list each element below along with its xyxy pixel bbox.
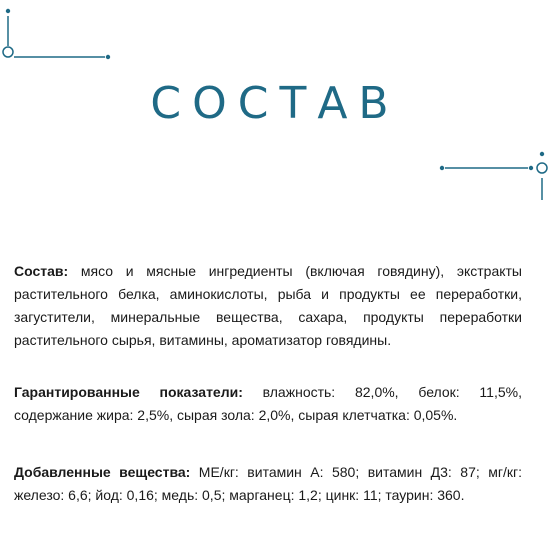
top-left-dot-upper: [6, 9, 10, 13]
additives-label: Добавленные вещества:: [14, 464, 191, 480]
top-left-ring: [3, 47, 13, 57]
bottom-right-dot-inner: [529, 166, 533, 170]
additives-text: МЕ/кг: витамин А: 580; витамин Д3: 87; мг/кг: железо: 6,6; йод: 0,16; медь: 0,5; марганец: 1,2; цинк: 11; таурин: 360.: [14, 464, 522, 503]
additives-section: [14, 461, 522, 507]
page-title: СОСТАВ: [150, 78, 400, 129]
guaranteed-values-label: Гарантированные показатели:: [14, 384, 243, 400]
guaranteed-values-text: влажность: 82,0%, белок: 11,5%, содержание жира: 2,5%, сырая зола: 2,0%, сырая клетчатка: 0,05%.: [14, 384, 522, 423]
composition-text: мясо и мясные ингредиенты (включая говядину), экстракты растительного белка, аминокислоты, рыба и продукты ее переработки, загустители, минеральные вещества, сахара, продукты переработки растительного сырья, витамины, ароматизатор говядины.: [14, 263, 522, 348]
top-left-dot-right: [106, 55, 110, 59]
bottom-right-dot-left: [440, 166, 444, 170]
composition-section: [14, 260, 522, 352]
bottom-right-ring: [537, 163, 547, 173]
bottom-right-dot-upper: [540, 152, 544, 156]
guaranteed-values-section: [14, 381, 522, 427]
composition-label: Состав:: [14, 263, 69, 279]
